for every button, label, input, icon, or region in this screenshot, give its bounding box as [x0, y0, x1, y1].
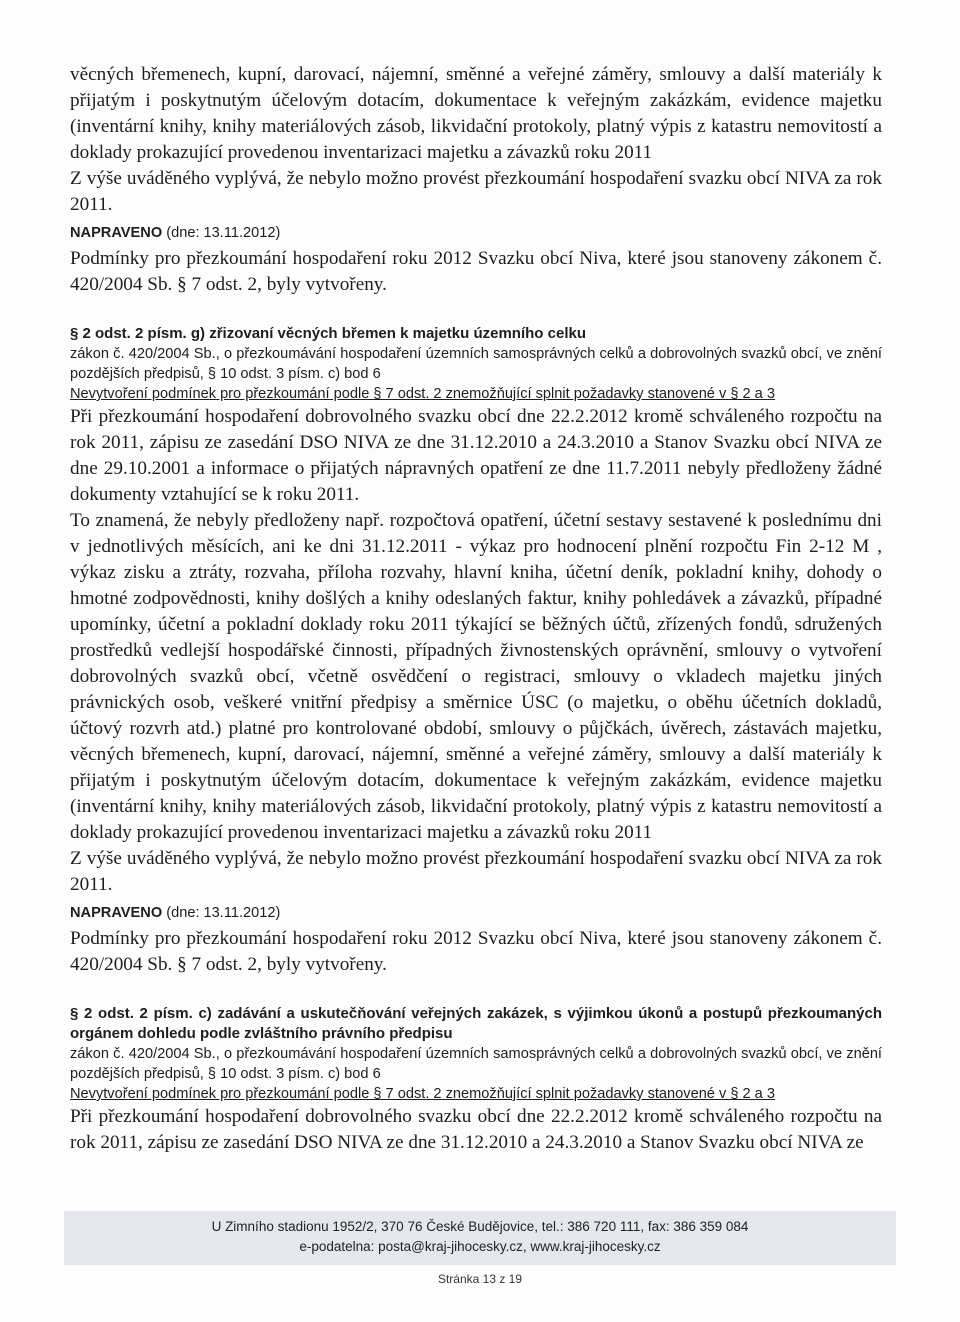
- page-content: [70, 62, 882, 1156]
- law-reference: zákon č. 420/2004 Sb., o přezkoumávání hospodaření územních samosprávných celků a dobrovolných svazků obcí, ve znění pozdějších předpisů, § 10 odst. 3 písm. c) bod 6: [70, 1046, 882, 1082]
- paragraph-review: Při přezkoumání hospodaření dobrovolného svazku obcí dne 22.2.2012 kromě schváleného rozpočtu na rok 2011, zápisu ze zasedání DSO NIVA ze dne 31.12.2010 a 24.3.2010 a Stanov Svazku obcí NIVA ze dne 29.10.2001 a informace o přijatých nápravných opatření ze dne 11.7.2011 nebyly předloženy žádné dokumenty vztahující se k roku 2011.: [70, 406, 882, 505]
- footer-band: [64, 1211, 896, 1265]
- paragraph-materials: věcných břemenech, kupní, darovací, nájemní, směnné a veřejné záměry, smlouvy a další materiály k přijatým i poskytnutým účelovým dotacím, dokumentace k veřejným zakázkám, evidence majetku (inventární knihy, knihy materiálových zásob, likvidační protokoly, platný výpis z katastru nemovitostí a doklady prokazující provedenou inventarizaci majetku a závazků roku 2011: [70, 64, 882, 163]
- remedied-note: [70, 902, 882, 924]
- remedied-label: NAPRAVENO: [70, 905, 163, 921]
- paragraph-conclusion: Z výše uváděného vyplývá, že nebylo možno provést přezkoumání hospodaření svazku obcí NIVA za rok 2011.: [70, 168, 882, 215]
- remedied-date: (dne: 13.11.2012): [166, 905, 281, 921]
- paragraph-conditions: Podmínky pro přezkoumání hospodaření roku 2012 Svazku obcí Niva, které jsou stanoveny zákonem č. 420/2004 Sb. § 7 odst. 2, byly vytvořeny.: [70, 248, 882, 295]
- section-heading-g: § 2 odst. 2 písm. g) zřizovaní věcných břemen k majetku územního celku: [70, 325, 586, 342]
- section-heading-c: § 2 odst. 2 písm. c) zadávání a uskutečňování veřejných zakázek, s výjimkou úkonů a postupů přezkoumaných orgánem dohledu podle zvláštního právního předpisu: [70, 1005, 882, 1042]
- footer-contact: e-podatelna: posta@kraj-jihocesky.cz, www.kraj-jihocesky.cz: [299, 1239, 661, 1254]
- paragraph-review: Při přezkoumání hospodaření dobrovolného svazku obcí dne 22.2.2012 kromě schváleného rozpočtu na rok 2011, zápisu ze zasedání DSO NIVA ze dne 31.12.2010 a 24.3.2010 a Stanov Svazku obcí NIVA ze: [70, 1106, 882, 1153]
- paragraph-conditions: Podmínky pro přezkoumání hospodaření roku 2012 Svazku obcí Niva, které jsou stanoveny zákonem č. 420/2004 Sb. § 7 odst. 2, byly vytvořeny.: [70, 928, 882, 975]
- remedied-date: (dne: 13.11.2012): [166, 225, 281, 241]
- finding-underlined: Nevytvoření podmínek pro přezkoumání podle § 7 odst. 2 znemožňující splnit požadavky stanovené v § 2 a 3: [70, 1086, 775, 1102]
- paragraph-missing-documents: To znamená, že nebyly předloženy např. rozpočtová opatření, účetní sestavy sestavené k poslednímu dni v jednotlivých měsících, ani ke dni 31.12.2011 - výkaz pro hodnocení plnění rozpočtu Fin 2-12 M , výkaz zisku a ztráty, rozvaha, příloha rozvahy, hlavní kniha, účetní deník, pokladní knihy, dohody o hmotné zodpovědnosti, knihy došlých a knihy odeslaných faktur, knihy pohledávek a závazků, případné upomínky, účetní a pokladní doklady roku 2011 týkající se běžných účtů, zřízených fondů, sdružených prostředků vedlejší hospodářské činnosti, případných živnostenských oprávnění, smlouvy o vytvoření dobrovolných svazků obcí, včetně osvědčení o registraci, smlouvy o vkladech majetku jiných právnických osob, veškeré vnitřní předpisy a směrnice ÚSC (o majetku, o oběhu účetních dokladů, účtový rozvrh atd.) platné pro kontrolované období, smlouvy o půjčkách, úvěrech, zástavách majetku, věcných břemenech, kupní, darovací, nájemní, směnné a veřejné záměry, smlouvy a další materiály k přijatým i poskytnutým účelovým dotacím, dokumentace k veřejným zakázkám, evidence majetku (inventární knihy, knihy materiálových zásob, likvidační protokoly, platný výpis z katastru nemovitostí a doklady prokazující provedenou inventarizaci majetku a závazků roku 2011: [70, 510, 882, 843]
- finding-underlined: Nevytvoření podmínek pro přezkoumání podle § 7 odst. 2 znemožňující splnit požadavky stanovené v § 2 a 3: [70, 386, 775, 402]
- page-number: Stránka 13 z 19: [437, 1272, 523, 1286]
- paragraph-conclusion: Z výše uváděného vyplývá, že nebylo možno provést přezkoumání hospodaření svazku obcí NIVA za rok 2011.: [70, 848, 882, 895]
- law-reference: zákon č. 420/2004 Sb., o přezkoumávání hospodaření územních samosprávných celků a dobrovolných svazků obcí, ve znění pozdějších předpisů, § 10 odst. 3 písm. c) bod 6: [70, 346, 882, 382]
- remedied-label: NAPRAVENO: [70, 225, 163, 241]
- remedied-note: [70, 222, 882, 244]
- footer-address: U Zimního stadionu 1952/2, 370 76 České Budějovice, tel.: 386 720 111, fax: 386 359 084: [211, 1219, 749, 1234]
